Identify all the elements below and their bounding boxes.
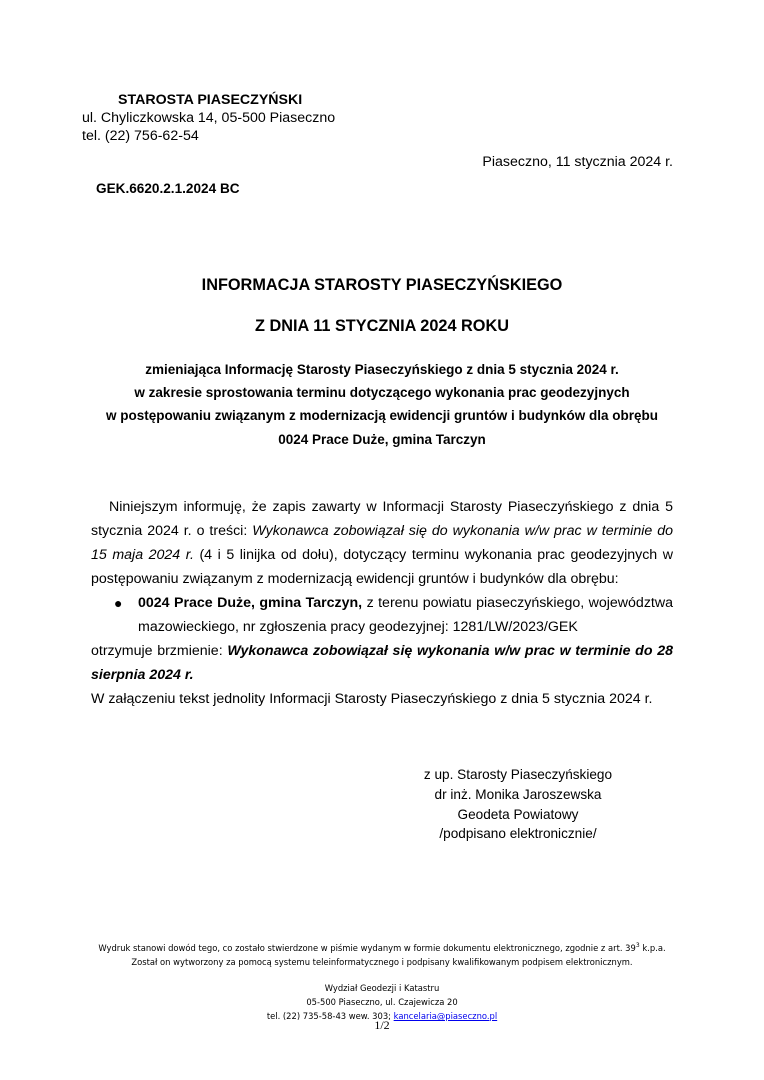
sender-address: ul. Chyliczkowska 14, 05-500 Piaseczno <box>82 110 336 126</box>
footer-legal-note-2: Został on wytworzony za pomocą systemu teleinformatycznego i podpisany kwalifikowanym podpisem elektronicznym. <box>131 957 633 967</box>
signature-line: Geodeta Powiatowy <box>457 806 579 822</box>
reference-number: GEK.6620.2.1.2024 BC <box>96 181 240 196</box>
signature-line: dr inż. Monika Jaroszewska <box>434 786 602 802</box>
sender-phone: tel. (22) 756-62-54 <box>82 128 199 144</box>
document-date: Piaseczno, 11 stycznia 2024 r. <box>482 154 673 170</box>
document-title-date: Z DNIA 11 STYCZNIA 2024 ROKU <box>255 317 509 335</box>
body-text: z terenu powiatu piaseczyńskiego, województwa mazowieckiego, nr zgłoszenia pracy geodezyjnej: 1281/LW/2023/GEK <box>138 595 673 635</box>
footer-legal-note <box>0 941 764 955</box>
body-text: (4 i 5 linijka od dołu), dotyczący terminu wykonania prac geodezyjnych w postępowaniu związanym z modernizacją ewidencji gruntów i budynków dla obrębu: <box>91 547 673 587</box>
quoted-text: Wykonawca zobowiązał się do wykonania w/w prac w terminie do 15 maja 2024 r. <box>91 523 673 563</box>
precinct-name: 0024 Prace Duże, gmina Tarczyn, <box>138 595 363 611</box>
body-paragraph-3: W załączeniu tekst jednolity Informacji Starosty Piaseczyńskiego z dnia 5 stycznia 2024 r. <box>91 691 653 707</box>
signature-line: /podpisano elektronicznie/ <box>439 826 597 842</box>
document-subtitle <box>60 358 704 451</box>
sender-block <box>82 91 335 145</box>
sender-name: STAROSTA PIASECZYŃSKI <box>118 92 303 108</box>
footer-text: k.p.a. <box>639 943 666 953</box>
signature-line: z up. Starosty Piaseczyńskiego <box>423 767 613 782</box>
subtitle-line: w postępowaniu związanym z modernizacją ewidencji gruntów i budynków dla obrębu <box>105 408 659 424</box>
footer-text: Wydruk stanowi dowód tego, co zostało stwierdzone w piśmie wydanym w formie dokumentu elektronicznego, zgodnie z art. 39 <box>98 943 636 953</box>
footer-address: 05-500 Piaseczno, ul. Czajewicza 20 <box>306 997 458 1007</box>
footer-department: Wydział Geodezji i Katastru <box>324 983 440 993</box>
body-text: otrzymuje brzmienie: <box>91 643 228 659</box>
bullet-icon: ● <box>114 595 123 611</box>
page-footer <box>0 941 764 1023</box>
subtitle-line: 0024 Prace Duże, gmina Tarczyn <box>278 431 486 447</box>
page-number: 1/2 <box>374 1018 390 1032</box>
subtitle-line: w zakresie sprostowania terminu dotyczącego wykonania prac geodezyjnych <box>134 385 630 401</box>
body-text: Niniejszym informuję, że zapis zawarty w Informacji Starosty Piaseczyńskiego z dnia 5 stycznia 2024 r. o treści: <box>91 499 673 539</box>
list-item <box>91 591 673 639</box>
document-body <box>91 495 673 711</box>
new-wording: Wykonawca zobowiązał się wykonania w/w prac w terminie do 28 sierpnia 2024 r. <box>91 643 673 683</box>
body-paragraph-2 <box>91 639 673 687</box>
footer-phone: tel. (22) 735-58-43 wew. 303; <box>266 1011 394 1021</box>
document-title: INFORMACJA STAROSTY PIASECZYŃSKIEGO <box>201 276 563 294</box>
signature-block <box>418 765 618 844</box>
email-link[interactable]: kancelaria@piaseczno.pl <box>393 1011 498 1021</box>
subtitle-line: zmieniająca Informację Starosty Piaseczyńskiego z dnia 5 stycznia 2024 r. <box>145 362 619 377</box>
footer-superscript: 3 <box>635 942 640 950</box>
body-paragraph-1 <box>91 495 673 591</box>
